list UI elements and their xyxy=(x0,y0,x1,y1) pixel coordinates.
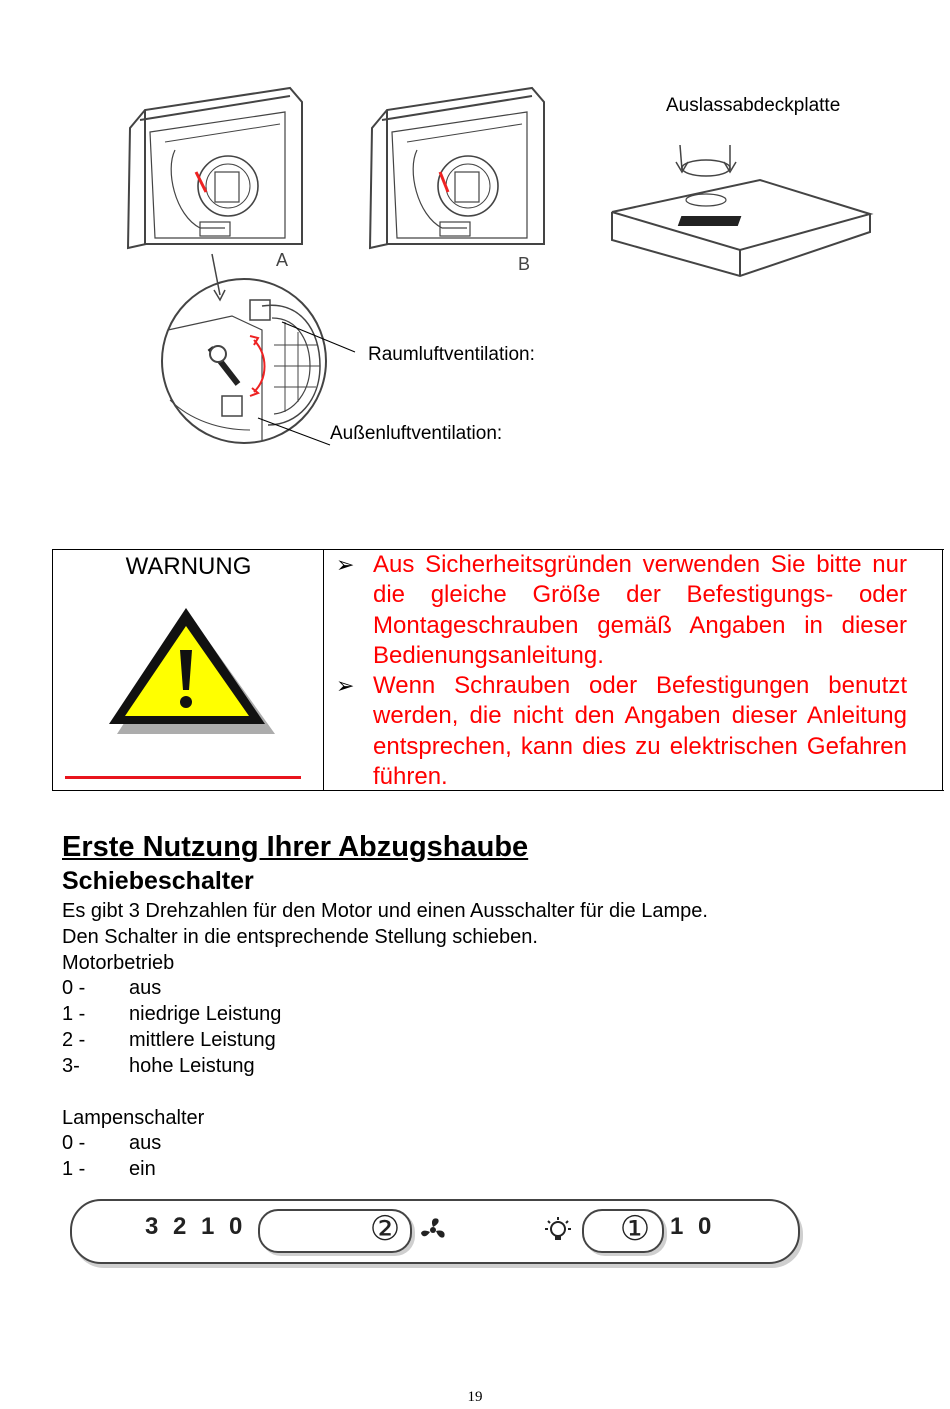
outside-air-label: Außenluftventilation: xyxy=(330,423,503,444)
lamp-icon xyxy=(543,1215,573,1245)
motor-slider-knob[interactable]: ② xyxy=(369,1210,401,1248)
intro-line-1: Es gibt 3 Drehzahlen für den Motor und einen Ausschalter für die Lampe. xyxy=(62,900,708,922)
motor-row-key: 1 - xyxy=(62,1003,86,1025)
motor-row-value: aus xyxy=(129,977,162,999)
hood-b-drawing xyxy=(370,88,544,248)
section-title: Erste Nutzung Ihrer Abzugshaube xyxy=(62,831,529,863)
lamp-row-key: 0 - xyxy=(62,1132,86,1154)
motor-row-key: 0 - xyxy=(62,977,86,999)
figure-label-a: A xyxy=(276,250,289,270)
warning-item-text: Wenn Schrauben oder Befestigungen benutzt werden, die nicht den Angaben dieser Anleitung entsprechen, kann dies zu elektrischen Gefahren führen. xyxy=(373,672,907,791)
damper-detail-drawing xyxy=(162,279,326,443)
motor-row xyxy=(62,1003,281,1026)
motor-row xyxy=(62,1055,255,1078)
lamp-row-value: ein xyxy=(129,1158,156,1180)
warning-red-line xyxy=(65,776,301,779)
hood-a-drawing xyxy=(128,88,302,248)
lamp-row xyxy=(62,1158,156,1181)
warning-item-text: Aus Sicherheitsgründen verwenden Sie bitte nur die gleiche Größe der Befestigungs- oder Montageschrauben gemäß Angaben in dieser Bedienungsanleitung. xyxy=(373,551,907,669)
warning-table-divider xyxy=(942,549,943,791)
motor-row-key: 3- xyxy=(62,1055,80,1077)
hood-outlet-drawing xyxy=(612,145,870,276)
installation-figure xyxy=(0,0,950,460)
motor-speed-scale: 3 2 1 0 xyxy=(145,1213,245,1240)
lamp-row xyxy=(62,1132,161,1155)
outlet-cover-label: Auslassabdeckplatte xyxy=(666,95,841,116)
fan-icon xyxy=(418,1215,448,1245)
motor-row-value: mittlere Leistung xyxy=(129,1029,276,1051)
figure-label-b: B xyxy=(518,254,531,274)
lamp-scale: 1 0 xyxy=(670,1213,714,1240)
motor-row xyxy=(62,1029,276,1052)
motor-row-value: hohe Leistung xyxy=(129,1055,255,1077)
lamp-row-key: 1 - xyxy=(62,1158,86,1180)
page-number: 19 xyxy=(467,1389,483,1405)
motor-row-key: 2 - xyxy=(62,1029,86,1051)
lamp-slider-knob[interactable]: ① xyxy=(619,1210,651,1248)
section-subtitle: Schiebeschalter xyxy=(62,867,254,895)
intro-line-2: Den Schalter in die entsprechende Stellung schieben. xyxy=(62,926,538,948)
lamp-row-value: aus xyxy=(129,1132,162,1154)
warning-left-cell xyxy=(53,550,324,790)
arrow-bullet-icon: ➢ xyxy=(336,673,355,699)
warning-list xyxy=(336,550,907,792)
arrow-bullet-icon: ➢ xyxy=(336,552,355,577)
motor-row-value: niedrige Leistung xyxy=(129,1003,282,1025)
warning-table xyxy=(52,549,944,791)
room-air-label: Raumluftventilation: xyxy=(368,344,535,365)
warning-item xyxy=(336,550,907,671)
warning-triangle-icon xyxy=(107,606,277,736)
warning-item xyxy=(336,671,907,792)
motor-heading: Motorbetrieb xyxy=(62,952,175,974)
lamp-heading: Lampenschalter xyxy=(62,1107,205,1129)
warning-title: WARNUNG xyxy=(125,553,252,580)
motor-row xyxy=(62,977,161,1000)
